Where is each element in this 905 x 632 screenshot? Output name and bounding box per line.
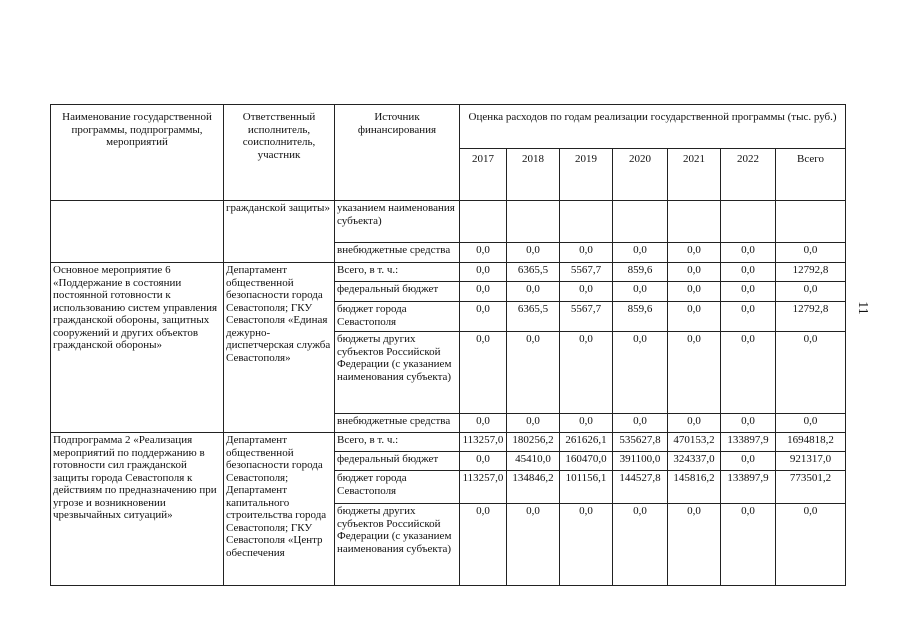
value-cell: 773501,2	[776, 471, 846, 504]
value-cell: 0,0	[668, 414, 721, 433]
value-cell	[721, 201, 776, 243]
value-cell: 0,0	[460, 282, 507, 302]
value-cell	[613, 201, 668, 243]
value-cell: 859,6	[613, 302, 668, 332]
value-cell: 0,0	[776, 504, 846, 586]
value-cell: 0,0	[721, 452, 776, 471]
value-cell: 0,0	[507, 282, 560, 302]
value-cell: 0,0	[668, 504, 721, 586]
value-cell: 134846,2	[507, 471, 560, 504]
value-cell: 113257,0	[460, 471, 507, 504]
value-cell: 0,0	[460, 243, 507, 263]
value-cell	[507, 201, 560, 243]
value-cell: 0,0	[668, 243, 721, 263]
value-cell: 0,0	[507, 414, 560, 433]
value-cell: 0,0	[776, 332, 846, 414]
executor-cell: гражданской защиты»	[224, 201, 335, 263]
source-cell: федеральный бюджет	[335, 452, 460, 471]
value-cell: 0,0	[460, 332, 507, 414]
value-cell	[776, 201, 846, 243]
page-number: 11	[855, 301, 870, 315]
value-cell: 0,0	[613, 282, 668, 302]
value-cell: 45410,0	[507, 452, 560, 471]
value-cell: 101156,1	[560, 471, 613, 504]
year-header: 2022	[721, 149, 776, 201]
value-cell: 0,0	[460, 263, 507, 282]
value-cell: 6365,5	[507, 302, 560, 332]
source-cell: бюджеты других субъектов Российской Федерации (с указанием наименования субъекта)	[335, 332, 460, 414]
source-cell: внебюджетные средства	[335, 243, 460, 263]
value-cell: 535627,8	[613, 433, 668, 452]
value-cell: 0,0	[560, 282, 613, 302]
value-cell: 1694818,2	[776, 433, 846, 452]
header-executor: Ответственный исполнитель, соисполнитель, участник	[224, 105, 335, 201]
value-cell: 0,0	[721, 263, 776, 282]
value-cell: 0,0	[460, 504, 507, 586]
value-cell: 0,0	[613, 414, 668, 433]
value-cell	[460, 201, 507, 243]
program-name-cell	[51, 201, 224, 263]
value-cell: 0,0	[460, 302, 507, 332]
subprogram-2-name: Подпрограмма 2 «Реализация мероприятий по поддержанию в готовности сил гражданской защиты города Севастополя к действиям по предназначению при угрозе и возникновении чрезвычайных ситуаций»	[51, 433, 224, 586]
value-cell: 859,6	[613, 263, 668, 282]
value-cell: 180256,2	[507, 433, 560, 452]
value-cell: 0,0	[721, 332, 776, 414]
value-cell: 0,0	[507, 332, 560, 414]
value-cell: 0,0	[721, 504, 776, 586]
value-cell: 0,0	[460, 452, 507, 471]
value-cell: 133897,9	[721, 433, 776, 452]
source-cell: внебюджетные средства	[335, 414, 460, 433]
value-cell: 0,0	[613, 504, 668, 586]
header-name: Наименование государственной программы, подпрограммы, мероприятий	[51, 105, 224, 201]
value-cell: 0,0	[776, 243, 846, 263]
source-cell: федеральный бюджет	[335, 282, 460, 302]
source-cell: бюджет города Севастополя	[335, 471, 460, 504]
source-cell: Всего, в т. ч.:	[335, 263, 460, 282]
value-cell: 0,0	[721, 282, 776, 302]
total-header: Всего	[776, 149, 846, 201]
value-cell: 921317,0	[776, 452, 846, 471]
value-cell: 5567,7	[560, 302, 613, 332]
value-cell: 0,0	[560, 504, 613, 586]
value-cell: 145816,2	[668, 471, 721, 504]
value-cell: 0,0	[668, 302, 721, 332]
table-row	[51, 201, 846, 243]
value-cell: 133897,9	[721, 471, 776, 504]
value-cell	[668, 201, 721, 243]
value-cell: 0,0	[613, 332, 668, 414]
source-cell: указанием наименования субъекта)	[335, 201, 460, 243]
budget-table	[50, 104, 846, 586]
header-source: Источник финансирования	[335, 105, 460, 201]
value-cell: 0,0	[668, 282, 721, 302]
value-cell: 261626,1	[560, 433, 613, 452]
value-cell: 391100,0	[613, 452, 668, 471]
year-header: 2019	[560, 149, 613, 201]
value-cell: 0,0	[560, 243, 613, 263]
value-cell: 12792,8	[776, 302, 846, 332]
header-estimate: Оценка расходов по годам реализации государственной программы (тыс. руб.)	[460, 105, 846, 149]
source-cell: бюджеты других субъектов Российской Федерации (с указанием наименования субъекта)	[335, 504, 460, 586]
value-cell: 0,0	[507, 243, 560, 263]
value-cell: 0,0	[560, 414, 613, 433]
value-cell: 5567,7	[560, 263, 613, 282]
value-cell: 470153,2	[668, 433, 721, 452]
value-cell: 0,0	[776, 414, 846, 433]
value-cell: 0,0	[721, 302, 776, 332]
value-cell: 0,0	[560, 332, 613, 414]
table-body	[51, 201, 846, 586]
value-cell: 0,0	[776, 282, 846, 302]
value-cell: 324337,0	[668, 452, 721, 471]
value-cell	[560, 201, 613, 243]
value-cell: 0,0	[668, 263, 721, 282]
measure-6-executor: Департамент общественной безопасности города Севастополя; ГКУ Севастополя «Единая дежурно-диспетчерская служба Севастополя»	[224, 263, 335, 433]
value-cell: 0,0	[721, 243, 776, 263]
value-cell: 6365,5	[507, 263, 560, 282]
year-header: 2021	[668, 149, 721, 201]
value-cell: 160470,0	[560, 452, 613, 471]
value-cell: 0,0	[507, 504, 560, 586]
value-cell: 0,0	[668, 332, 721, 414]
source-cell: бюджет города Севастополя	[335, 302, 460, 332]
value-cell: 144527,8	[613, 471, 668, 504]
year-header: 2020	[613, 149, 668, 201]
year-header: 2018	[507, 149, 560, 201]
value-cell: 0,0	[613, 243, 668, 263]
value-cell: 12792,8	[776, 263, 846, 282]
value-cell: 0,0	[721, 414, 776, 433]
subprogram-2-executor: Департамент общественной безопасности города Севастополя; Департамент капитального строительства города Севастополя; ГКУ Севастополя «Центр обеспечения	[224, 433, 335, 586]
year-header: 2017	[460, 149, 507, 201]
source-cell: Всего, в т. ч.:	[335, 433, 460, 452]
value-cell: 0,0	[460, 414, 507, 433]
table-row	[51, 433, 846, 452]
value-cell: 113257,0	[460, 433, 507, 452]
measure-6-name: Основное мероприятие 6 «Поддержание в состоянии постоянной готовности к использованию систем управления гражданской обороны, защитных сооружений и других объектов гражданской обороны»	[51, 263, 224, 433]
table-row	[51, 263, 846, 282]
